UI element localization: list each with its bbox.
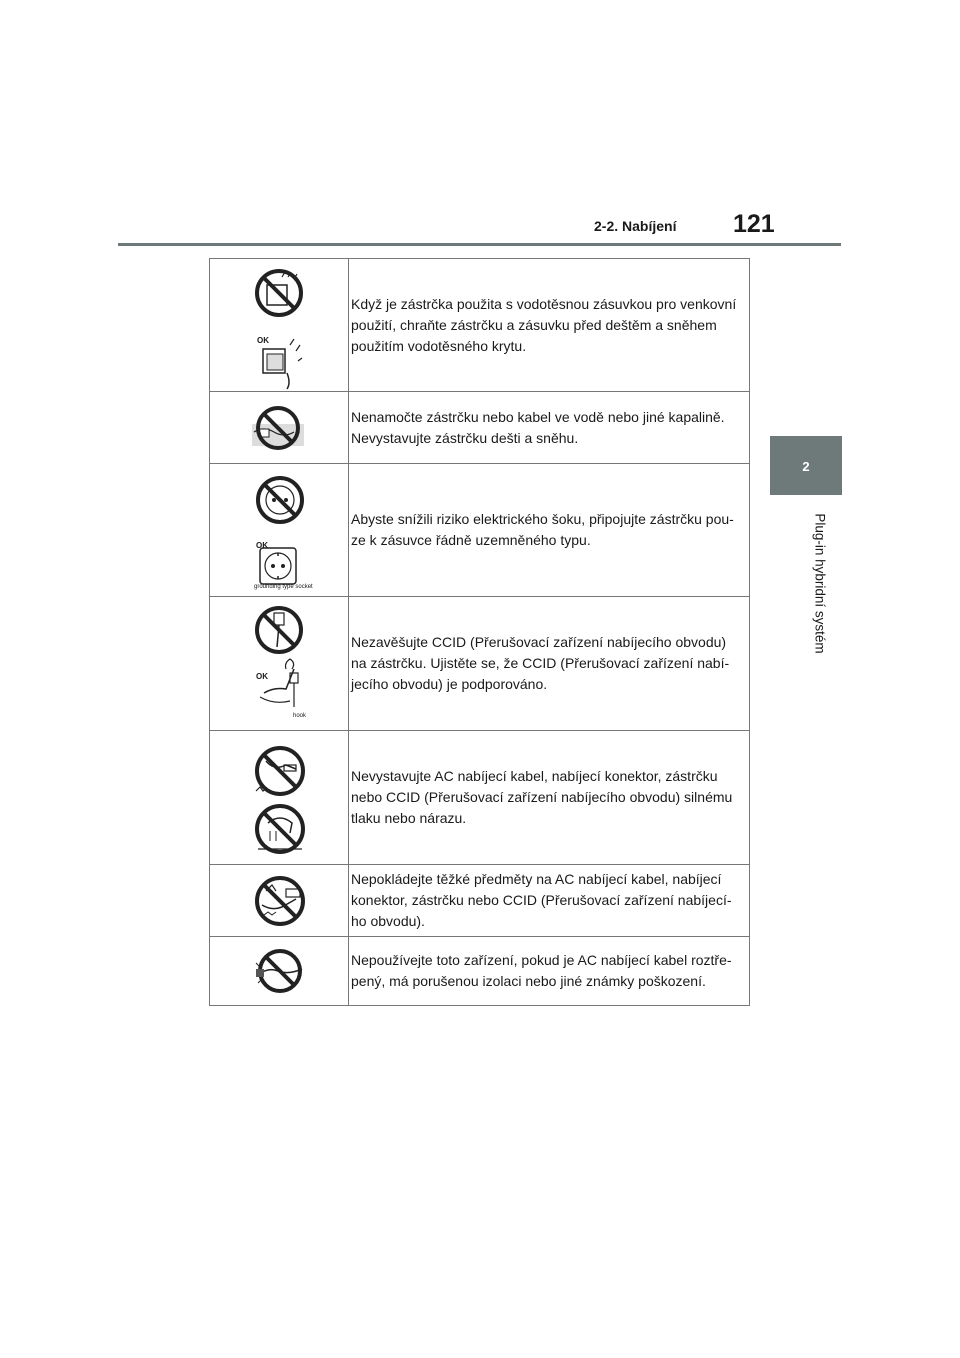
chapter-title: Plug-in hybridní systém — [812, 513, 828, 654]
warning-text: Když je zástrčka použita s vodotěsnou zásuvkou pro venkovní použití, chraňte zástrčku a zásuvku před deštěm a sněhem použitím vodotěsného krytu. — [351, 295, 737, 354]
no-damaged-cable-icon — [210, 937, 348, 1005]
chapter-label — [798, 506, 828, 666]
table-row — [210, 259, 749, 392]
header-divider — [118, 243, 841, 246]
no-heavy-objects-icon — [210, 865, 348, 937]
table-row — [210, 937, 749, 1005]
warning-text: Nezavěšujte CCID (Přerušovací zařízení nabíjecího obvodu) na zástrčku. Ujistěte se, že CCID (Přerušovací zařízení nabí-jecího obvodu) je podporováno. — [351, 634, 730, 692]
page-number: 121 — [733, 210, 775, 238]
warning-text: Abyste snížili riziko elektrického šoku, připojujte zástrčku pou-ze k zásuvce řádně uzemněného typu. — [351, 511, 734, 548]
no-impact-icon — [210, 731, 348, 865]
no-rain-on-socket-icon — [210, 259, 348, 392]
image-cell — [210, 731, 349, 864]
table-row — [210, 865, 749, 937]
no-water-icon — [210, 392, 348, 464]
image-caption: hook — [293, 713, 307, 719]
image-cell — [210, 464, 349, 596]
table-row — [210, 731, 749, 865]
image-cell — [210, 392, 349, 463]
section-title: 2-2. Nabíjení — [594, 218, 677, 234]
warning-text: Nevystavujte AC nabíjecí kabel, nabíjecí konektor, zástrčku nebo CCID (Přerušovací zařízení nabíjecího obvodu) silnému tlaku nebo nárazu. — [351, 768, 733, 826]
no-hanging-ccid-icon — [210, 597, 348, 731]
image-cell — [210, 259, 349, 391]
chapter-tab — [770, 436, 842, 495]
ok-label: OK — [256, 541, 268, 550]
table-row — [210, 597, 749, 731]
warning-table — [209, 258, 750, 1006]
image-caption: grounding type socket — [254, 584, 313, 590]
warning-text: Nepokládejte těžké předměty na AC nabíjecí kabel, nabíjecí konektor, zástrčku nebo CCID (Přerušovací zařízení nabíjecí-ho obvodu). — [351, 871, 732, 929]
image-cell — [210, 865, 349, 936]
no-ungrounded-socket-icon — [210, 464, 348, 597]
table-row — [210, 464, 749, 597]
image-cell — [210, 937, 349, 1005]
chapter-number: 2 — [802, 459, 810, 474]
image-cell — [210, 597, 349, 730]
ok-label: OK — [256, 672, 268, 681]
ok-label: OK — [257, 336, 269, 345]
table-row — [210, 392, 749, 464]
warning-text: Nenamočte zástrčku nebo kabel ve vodě nebo jiné kapalině. Nevystavujte zástrčku dešti a sněhu. — [351, 408, 725, 446]
warning-text: Nepoužívejte toto zařízení, pokud je AC nabíjecí kabel roztře-pený, má porušenou izolaci nebo jiné známky poškození. — [351, 952, 732, 989]
